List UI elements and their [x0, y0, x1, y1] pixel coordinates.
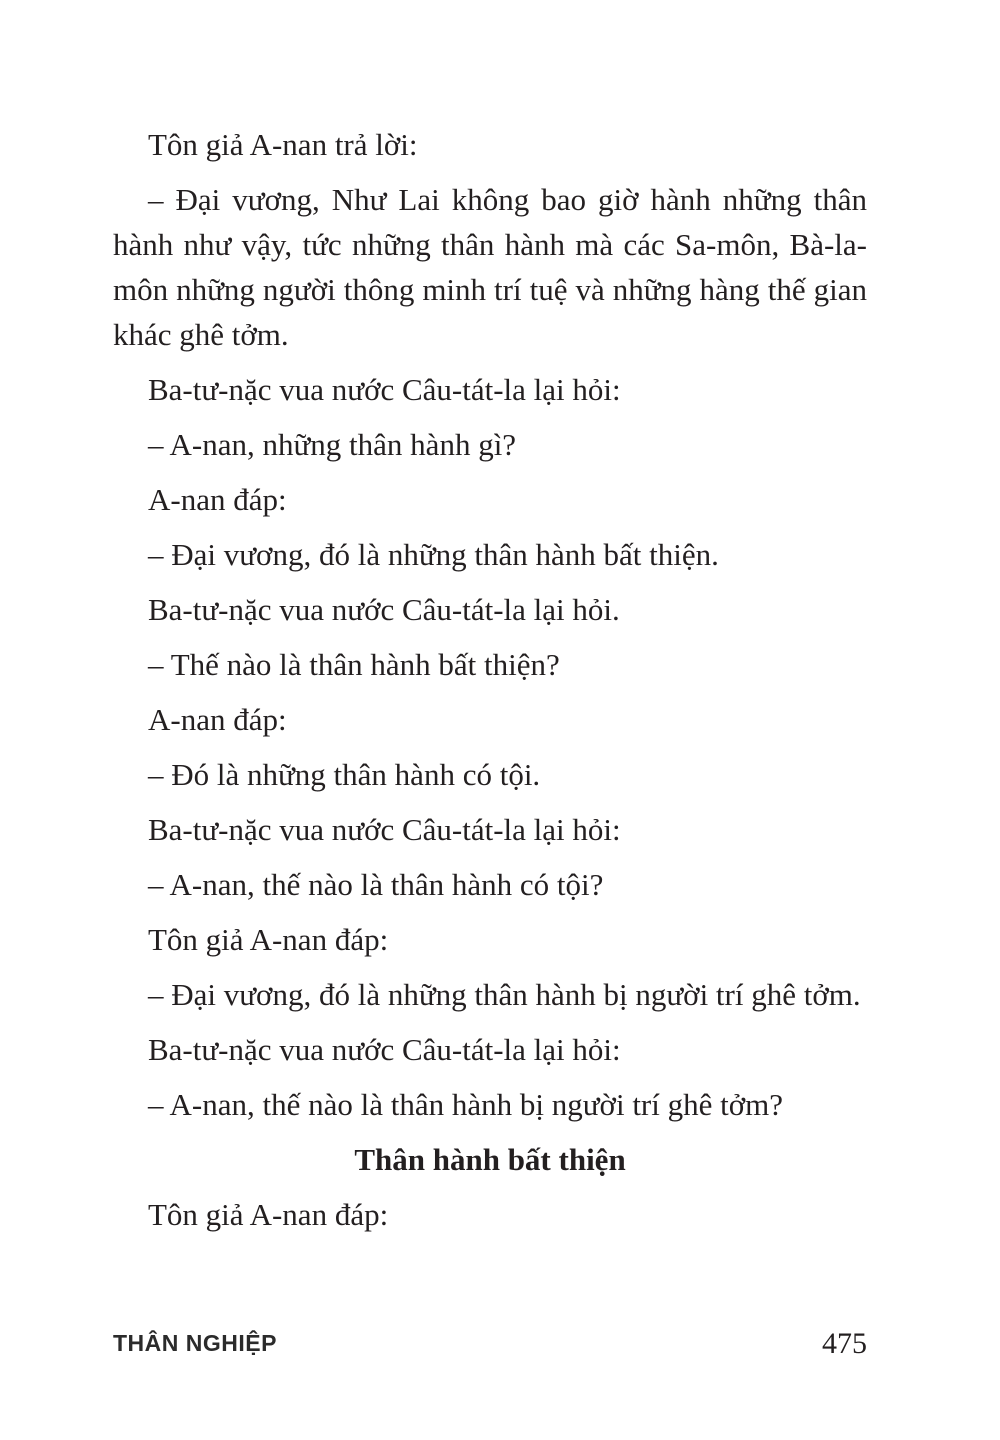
- paragraph: – Thế nào là thân hành bất thiện?: [148, 647, 560, 682]
- paragraph: Ba-tư-nặc vua nước Câu-tát-la lại hỏi:: [148, 372, 621, 407]
- paragraph: A-nan đáp:: [148, 482, 287, 517]
- paragraph: Ba-tư-nặc vua nước Câu-tát-la lại hỏi:: [148, 812, 621, 847]
- page-number: 475: [822, 1327, 867, 1360]
- paragraph: Ba-tư-nặc vua nước Câu-tát-la lại hỏi:: [148, 1032, 621, 1067]
- paragraph: – Đó là những thân hành có tội.: [148, 757, 541, 792]
- paragraph: Tôn giả A-nan đáp:: [148, 1197, 389, 1232]
- paragraph: – A-nan, thế nào là thân hành bị người trí ghê tởm?: [148, 1087, 784, 1122]
- paragraph: A-nan đáp:: [148, 702, 287, 737]
- paragraph: Tôn giả A-nan đáp:: [148, 922, 389, 957]
- page-body: [113, 122, 867, 1247]
- paragraph: – Đại vương, Như Lai không bao giờ hành những thân hành như vậy, tức những thân hành mà các Sa-môn, Bà-la-môn những người thông minh trí tuệ và những hàng thế gian khác ghê tởm.: [113, 182, 867, 352]
- paragraph: – Đại vương, đó là những thân hành bất thiện.: [148, 537, 719, 572]
- paragraph: – Đại vương, đó là những thân hành bị người trí ghê tởm.: [148, 977, 861, 1012]
- running-title: THÂN NGHIỆP: [113, 1330, 277, 1356]
- paragraph: Ba-tư-nặc vua nước Câu-tát-la lại hỏi.: [148, 592, 620, 627]
- paragraph: Tôn giả A-nan trả lời:: [148, 127, 418, 162]
- paragraph: – A-nan, thế nào là thân hành có tội?: [148, 867, 604, 902]
- section-heading: Thân hành bất thiện: [354, 1142, 626, 1177]
- paragraph: – A-nan, những thân hành gì?: [148, 427, 517, 462]
